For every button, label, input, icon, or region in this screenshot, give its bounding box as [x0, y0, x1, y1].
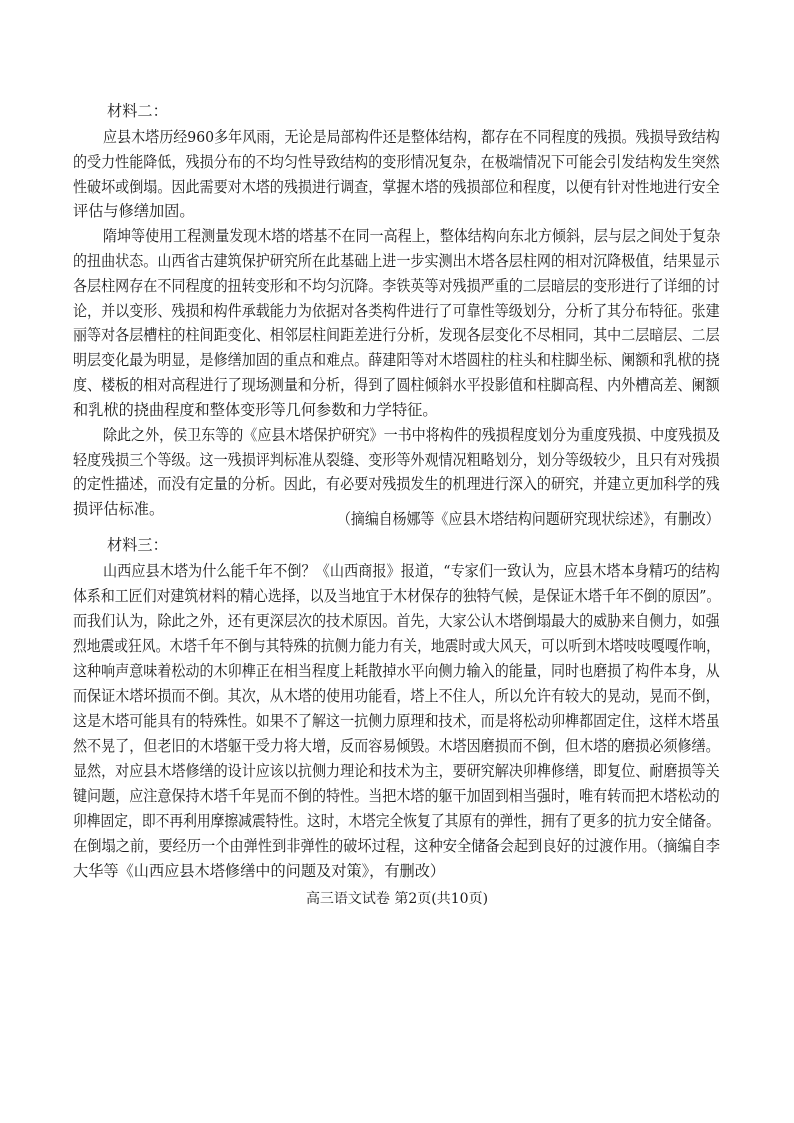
material-three-line: 而保证木塔坏损而不倒。其次，从木塔的使用功能看，塔上不住人，所以允许有较大的晃动，晃而不倒， [73, 687, 720, 705]
material-two-line: 隋坤等使用工程测量发现木塔的塔基不在同一高程上，整体结构向东北方倾斜，层与层之间处于复杂 [103, 227, 721, 245]
material-three-line: 卯榫固定，即不再利用摩擦减震特性。这时，木塔完全恢复了其原有的弹性，拥有了更多的抗力安全储备。 [73, 812, 720, 830]
material-three-line: 在倒塌之前，要经历一个由弹性到非弹性的破坏过程，这种安全储备会起到良好的过渡作用。（摘编自李 [73, 837, 721, 855]
material-three-line: 大华等《山西应县木塔修缮中的问题及对策》，有删改） [73, 862, 446, 880]
material-three-heading: 材料三： [107, 536, 168, 554]
material-three-line: 显然，对应县木塔修缮的设计应该以抗侧力理论和技术为主，要研究解决卯榫修缮，即复位、耐磨损等关 [73, 762, 720, 780]
material-three-line: 山西应县木塔为什么能千年不倒？《山西商报》报道，“专家们一致认为，应县木塔本身精巧的结构 [103, 562, 720, 580]
material-three-line: 烈地震或狂风。木塔千年不倒与其特殊的抗侧力能力有关，地震时或大风天，可以听到木塔吱吱嘎嘎作响， [73, 637, 720, 655]
material-two-heading: 材料二： [107, 102, 168, 120]
material-two-line: 损评估标准。 [73, 500, 165, 518]
material-two-line: 的受力性能降低，残损分布的不均匀性导致结构的变形情况复杂，在极端情况下可能会引发结构发生突然 [73, 153, 720, 171]
material-two-line: 评估与修缮加固。 [73, 202, 195, 220]
material-two-line: 应县木塔历经960多年风雨，无论是局部构件还是整体结构，都存在不同程度的残损。残损导致结构 [103, 128, 720, 146]
material-three-line: 然不晃了，但老旧的木塔躯干受力将大增，反而容易倾毁。木塔因磨损而不倒，但木塔的磨损必须修缮。 [73, 737, 720, 755]
material-two-line: 性破坏或倒塌。因此需要对木塔的残损进行调查，掌握木塔的残损部位和程度，以便有针对性地进行安全 [73, 178, 720, 196]
material-two-line: 的定性描述，而没有定量的分析。因此，有必要对残损发生的机理进行深入的研究，并建立更加科学的残 [73, 475, 720, 493]
material-two-line: 的扭曲状态。山西省古建筑保护研究所在此基础上进一步实测出木塔各层柱网的相对沉降极值，结果显示 [73, 252, 720, 270]
material-three-line: 键问题，应注意保持木塔千年晃而不倒的特性。当把木塔的躯干加固到相当强时，唯有转而把木塔松动的 [73, 787, 720, 805]
material-two-line: 明层变化最为明显，是修缮加固的重点和难点。薛建阳等对木塔圆柱的柱头和柱脚坐标、阑额和乳栿的挠 [73, 351, 720, 369]
material-three-line: 而我们认为，除此之外，还有更深层次的技术原因。首先，大家公认木塔倒塌最大的威胁来自侧力，如强 [73, 612, 720, 630]
material-two-line: 丽等对各层槽柱的柱间距变化、相邻层柱间距差进行分析，发现各层变化不尽相同，其中二层暗层、二层 [73, 326, 720, 344]
material-two-line: 度、楼板的相对高程进行了现场测量和分析，得到了圆柱倾斜水平投影值和柱脚高程、内外槽高差、阑额 [73, 376, 720, 394]
material-two-source: （摘编自杨娜等《应县木塔结构问题研究现状综述》，有删改） [337, 510, 720, 528]
material-two-line: 除此之外，侯卫东等的《应县木塔保护研究》一书中将构件的残损程度划分为重度残损、中度残损及 [103, 426, 721, 444]
material-two-line: 各层柱网存在不同程度的扭转变形和不均匀沉降。李铁英等对残损严重的二层暗层的变形进行了详细的讨 [73, 277, 720, 295]
material-two-line: 论，并以变形、残损和构件承载能力为依据对各类构件进行了可靠性等级划分，分析了其分布特征。张建 [73, 302, 720, 320]
page-footer: 高三语文试卷 第2页(共10页) [305, 891, 489, 907]
material-three-line: 这种响声意味着松动的木卯榫正在相当程度上耗散掉水平向侧力输入的能量，同时也磨损了构件本身，从 [73, 662, 720, 680]
material-three-line: 这是木塔可能具有的特殊性。如果不了解这一抗侧力原理和技术，而是将松动卯榫都固定住，这样木塔虽 [73, 712, 720, 730]
material-three-line: 体系和工匠们对建筑材料的精心选择，以及当地宜于木材保存的独特气候，是保证木塔千年不倒的原因”。 [73, 587, 721, 605]
material-two-line: 轻度残损三个等级。这一残损评判标准从裂缝、变形等外观情况粗略划分，划分等级较少，且只有对残损 [73, 451, 720, 469]
material-two-line: 和乳栿的挠曲程度和整体变形等几何参数和力学特征。 [73, 401, 438, 419]
